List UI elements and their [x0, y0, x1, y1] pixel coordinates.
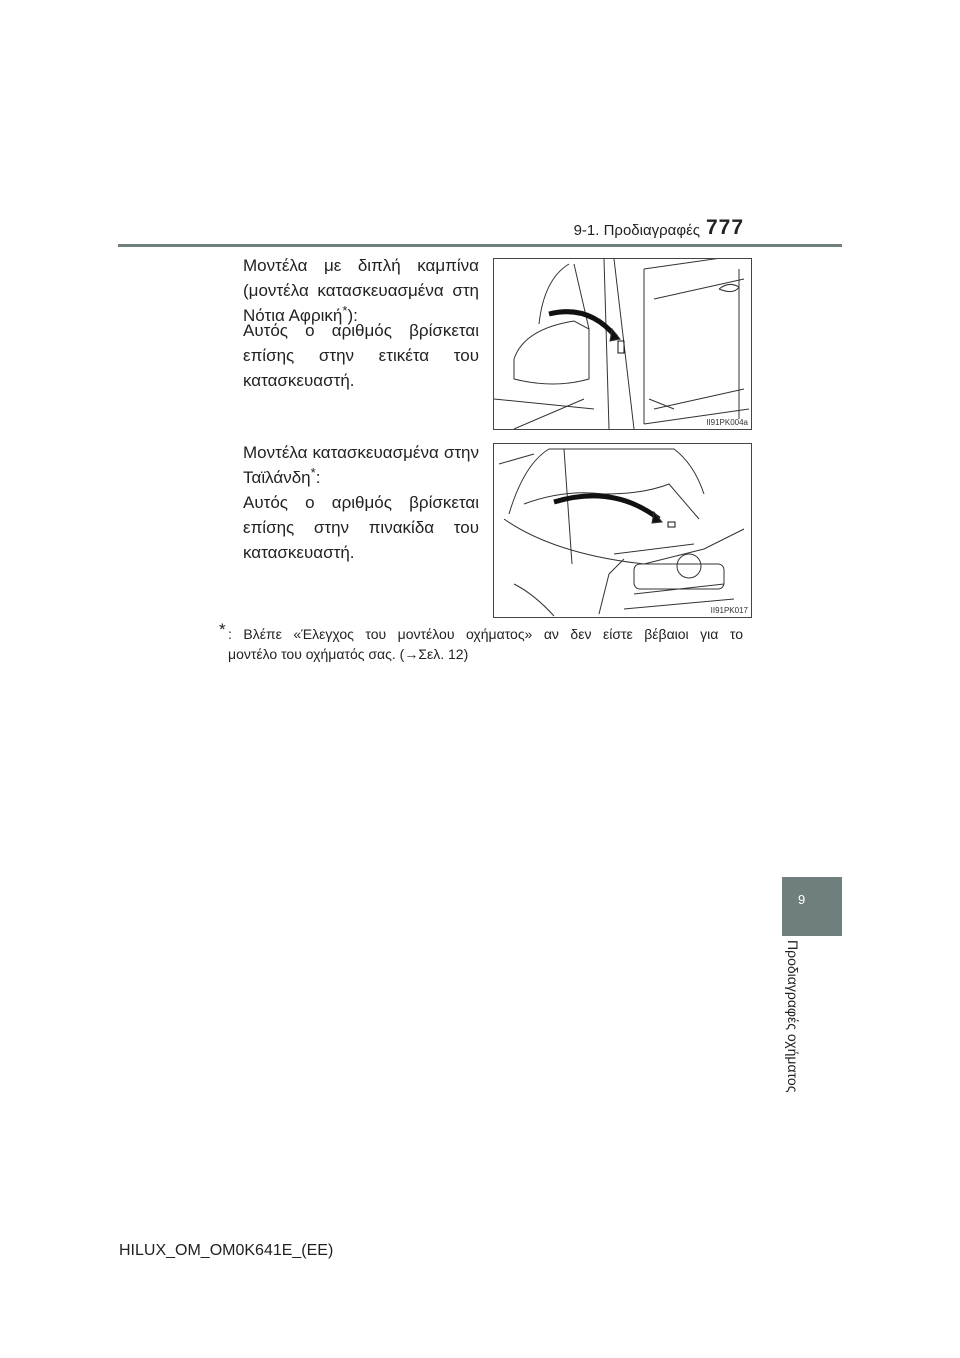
figure-code: II91PK017 — [710, 606, 748, 615]
document-id: HILUX_OM_OM0K641E_(EE) — [119, 1242, 334, 1259]
chapter-label: Προδιαγραφές οχήματος — [785, 940, 801, 1093]
footnote-line-2: μοντέλο του οχήματός σας. (→Σελ. 12) — [228, 646, 469, 662]
chapter-number: 9 — [798, 892, 806, 907]
block-2-body: Αυτός ο αριθμός βρίσκεται επίσης στην πινακίδα του κατασκευαστή. — [243, 493, 479, 562]
block-1-body: Αυτός ο αριθμός βρίσκεται επίσης στην ετικέτα του κατασκευαστή. — [243, 321, 479, 390]
footnote-mark: * — [219, 620, 226, 639]
footnote — [219, 620, 743, 664]
header-divider — [118, 244, 842, 247]
footnote-line-1: : Βλέπε «Έλεγχος του μοντέλου οχήματος» αν δεν είστε βέβαιοι για το — [228, 626, 743, 642]
figure-door-pillar-label — [493, 258, 752, 430]
block-2-title: Μοντέλα κατασκευασμένα στην Ταϊλάνδη*: — [243, 443, 479, 487]
figure-code: II91PK004a — [706, 418, 748, 427]
figure-engine-bay-plate — [493, 443, 752, 618]
chapter-tab — [782, 877, 842, 936]
block-1-title: Μοντέλα με διπλή καμπίνα (μοντέλα κατασκευασμένα στη Νότια Αφρική*): — [243, 256, 479, 325]
page-number: 777 — [706, 216, 745, 239]
section-title: 9-1. Προδιαγραφές — [573, 222, 700, 239]
